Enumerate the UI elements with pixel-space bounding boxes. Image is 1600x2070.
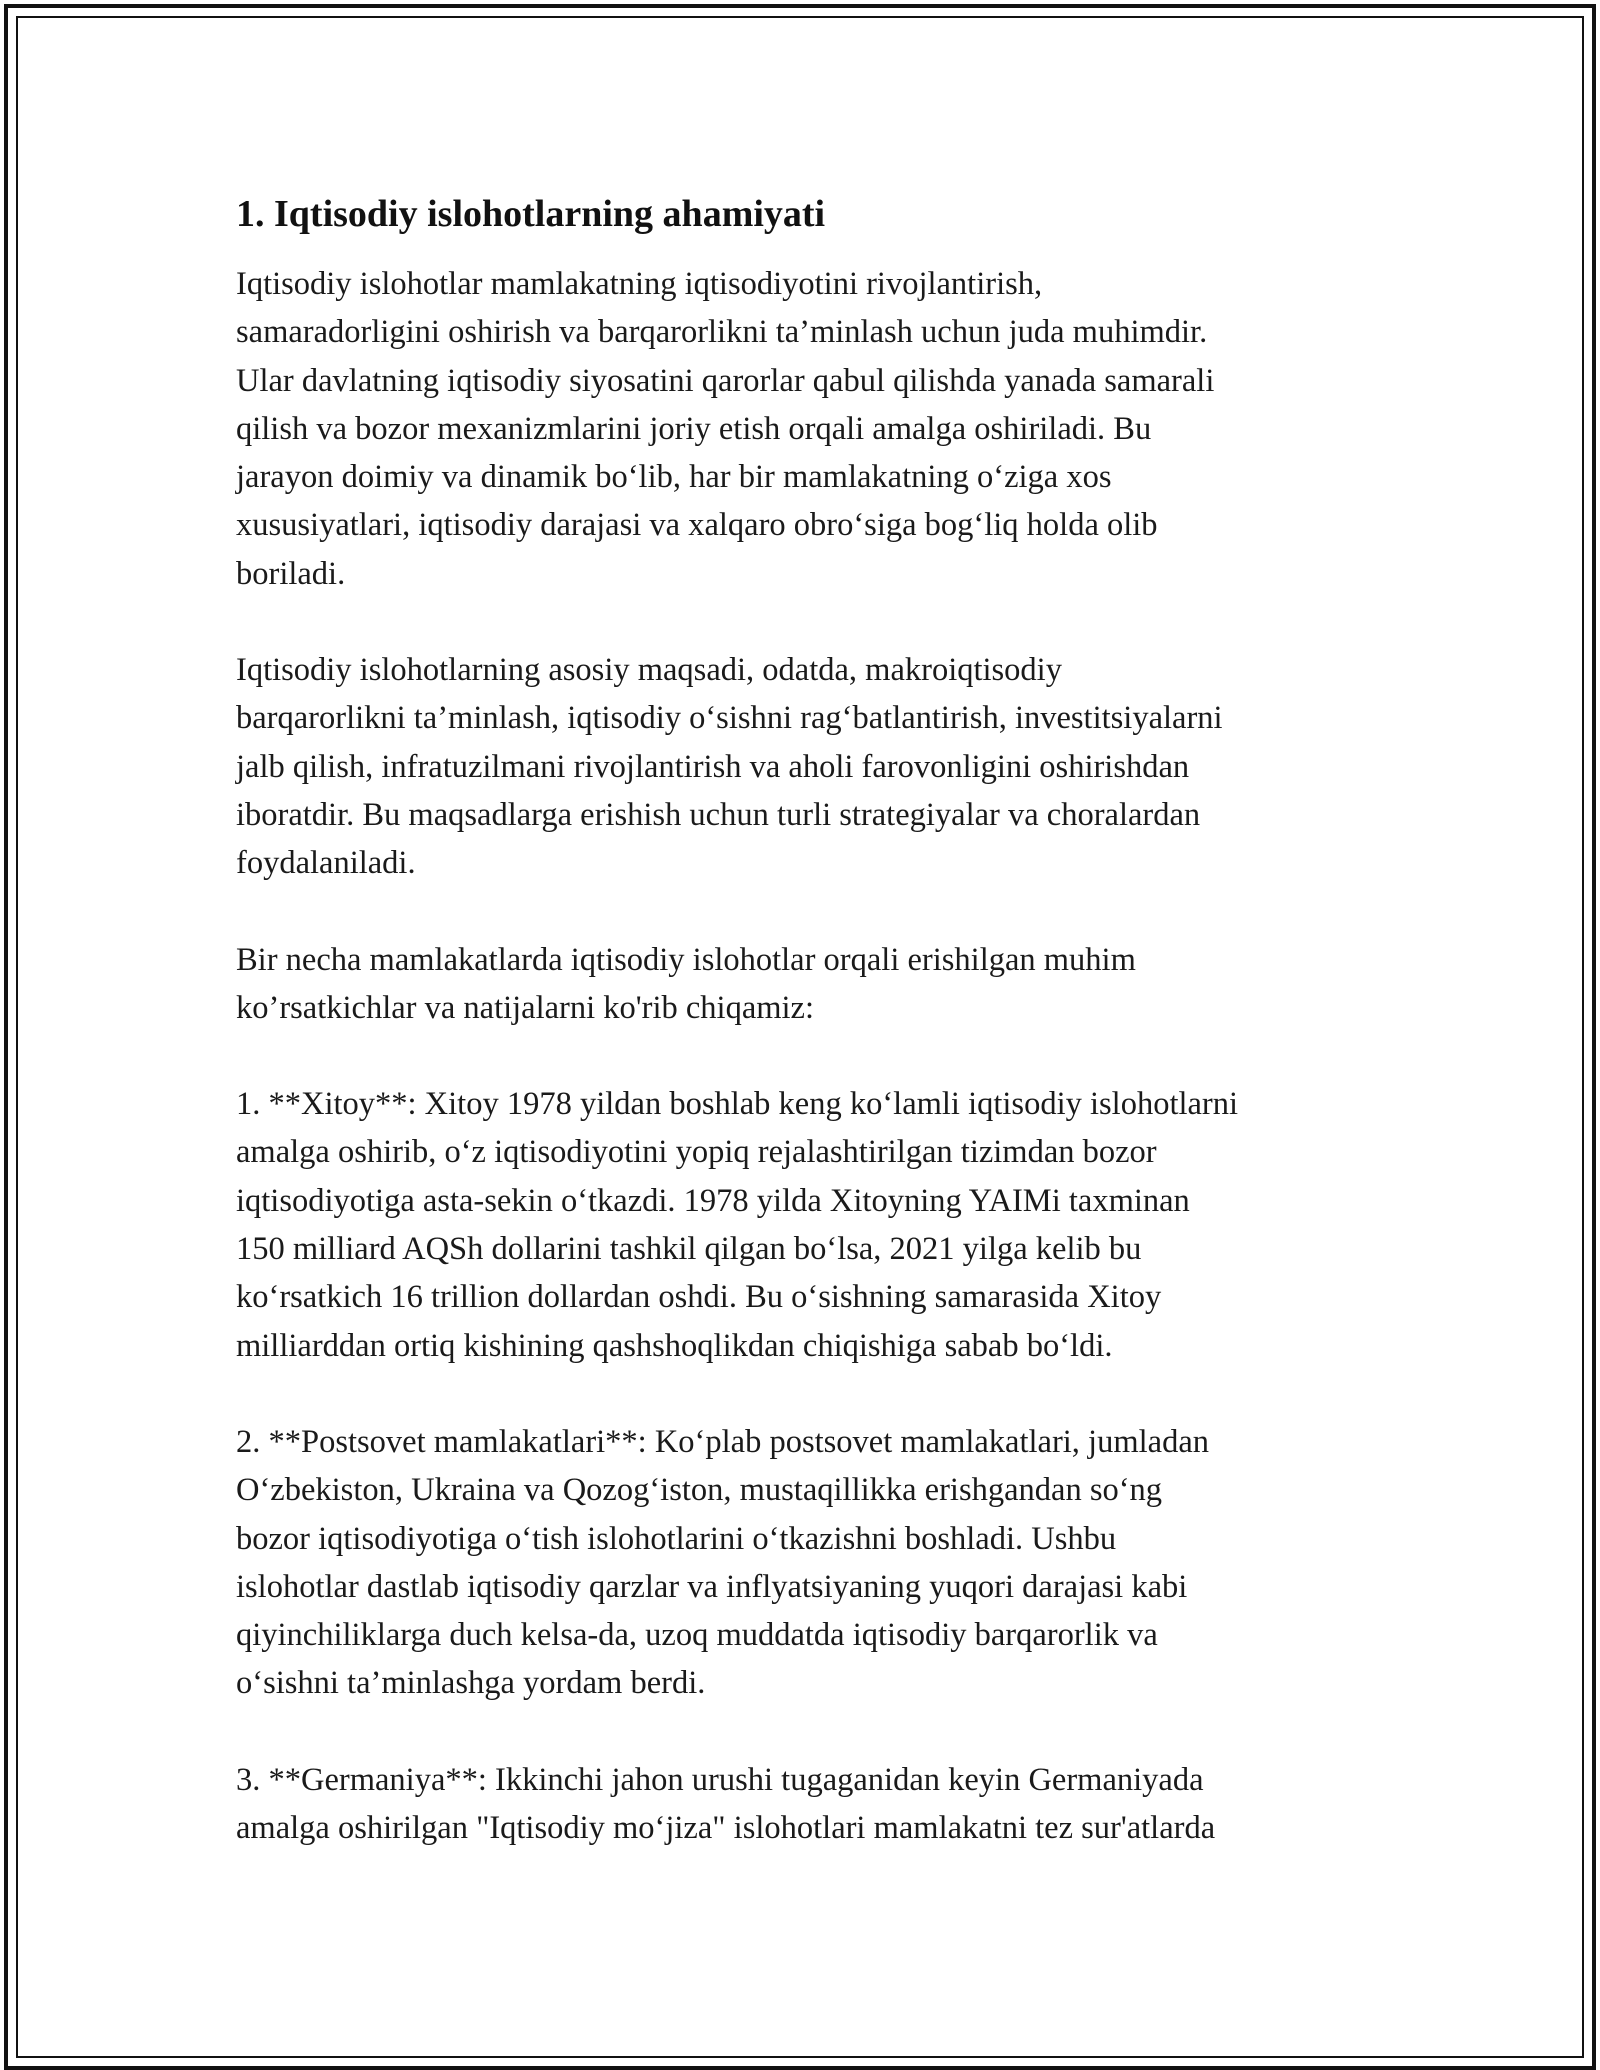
list-item-china: 1. **Xitoy**: Xitoy 1978 yildan boshlab keng ko‘lamli iqtisodiy islohotlarni amalga oshirib, o‘z iqtisodiyotini yopiq rejalashtirilgan tizimdan bozor iqtisodiyotiga asta-sekin o‘tkazdi. 1978 yilda Xitoyning YAIMi taxminan 150 milliard AQSh dollarini tashkil qilgan bo‘lsa, 2021 yilga kelib bu ko‘rsatkich 16 trillion dollardan oshdi. Bu o‘sishning samarasida Xitoy milliarddan ortiq kishining qashshoqlikdan chiqishiga sabab bo‘ldi. xyxy=(236,1086,1239,1364)
paragraph-goals: Iqtisodiy islohotlarning asosiy maqsadi, odatda, makroiqtisodiy barqarorlikni ta’minlash, iqtisodiy o‘sishni rag‘batlantirish, investitsiyalarni jalb qilish, infratuzilmani rivojlantirish va aholi farovonligini oshirishdan iboratdir. Bu maqsadlarga erishish uchun turli strategiyalar va choralardan foydalaniladi. xyxy=(236,652,1223,882)
document-body xyxy=(236,188,1396,1900)
paragraph-intro: Iqtisodiy islohotlar mamlakatning iqtisodiyotini rivojlantirish, samaradorligini oshirish va barqarorlikni ta’minlash uchun juda muhimdir. Ular davlatning iqtisodiy siyosatini qarorlar qabul qilishda yanada samarali qilish va bozor mexanizmlarini joriy etish orqali amalga oshiriladi. Bu jarayon doimiy va dinamik bo‘lib, har bir mamlakatning o‘ziga xos xususiyatlari, iqtisodiy darajasi va xalqaro obro‘siga bog‘liq holda olib boriladi. xyxy=(236,266,1215,592)
section-heading: 1. Iqtisodiy islohotlarning ahamiyati xyxy=(236,193,826,235)
list-item-post-soviet: 2. **Postsovet mamlakatlari**: Ko‘plab postsovet mamlakatlari, jumladan O‘zbekiston, Ukraina va Qozog‘iston, mustaqillikka erishgandan so‘ng bozor iqtisodiyotiga o‘tish islohotlarini o‘tkazishni boshladi. Ushbu islohotlar dastlab iqtisodiy qarzlar va inflyatsiyaning yuqori darajasi kabi qiyinchiliklarga duch kelsa-da, uzoq muddatda iqtisodiy barqarorlik va o‘sishni ta’minlashga yordam berdi. xyxy=(236,1423,1210,1702)
paragraph-examples-intro: Bir necha mamlakatlarda iqtisodiy islohotlar orqali erishilgan muhim ko’rsatkichlar va natijalarni ko'rib chiqamiz: xyxy=(236,941,1136,1026)
list-item-germany: 3. **Germaniya**: Ikkinchi jahon urushi tugaganidan keyin Germaniyada amalga oshirilgan "Iqtisodiy mo‘jiza" islohotlari mamlakatni tez sur'atlarda xyxy=(236,1761,1216,1847)
